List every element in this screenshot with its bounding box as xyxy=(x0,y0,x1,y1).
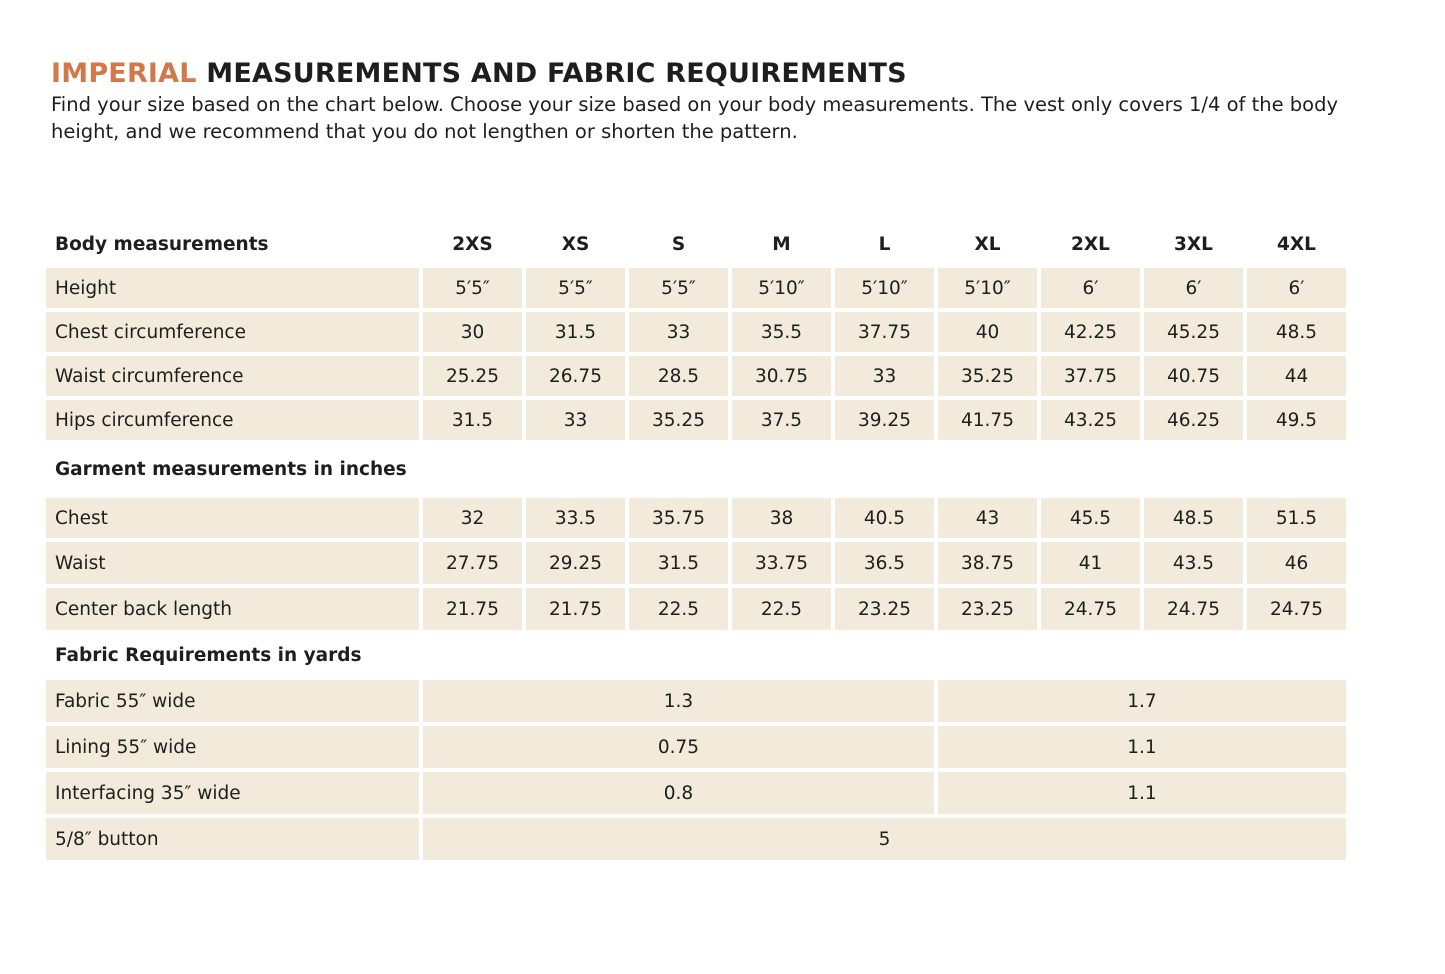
title-accent: IMPERIAL xyxy=(51,58,197,89)
size-header: 2XL xyxy=(1071,233,1110,255)
table-cell: 30 xyxy=(423,312,522,352)
row-label: Fabric 55″ wide xyxy=(46,680,419,722)
fabric-value-small-sizes: 0.8 xyxy=(423,772,934,814)
table-cell: 33 xyxy=(835,356,934,396)
body-measurements-heading: Body measurements xyxy=(55,233,269,255)
size-header: XS xyxy=(561,233,590,255)
table-cell: 45.25 xyxy=(1144,312,1243,352)
table-cell: 35.25 xyxy=(629,400,728,440)
size-header: M xyxy=(772,233,791,255)
table-cell: 5′10″ xyxy=(938,268,1037,308)
table-cell: 27.75 xyxy=(423,542,522,584)
table-cell: 38.75 xyxy=(938,542,1037,584)
table-cell: 33 xyxy=(629,312,728,352)
table-cell: 6′ xyxy=(1144,268,1243,308)
garment-measurements-heading: Garment measurements in inches xyxy=(55,458,407,480)
table-cell: 36.5 xyxy=(835,542,934,584)
table-cell: 33.75 xyxy=(732,542,831,584)
size-header: 3XL xyxy=(1174,233,1213,255)
table-cell: 31.5 xyxy=(526,312,625,352)
table-cell: 37.75 xyxy=(1041,356,1140,396)
table-cell: 41 xyxy=(1041,542,1140,584)
table-cell: 24.75 xyxy=(1144,588,1243,630)
table-cell: 40 xyxy=(938,312,1037,352)
fabric-value-large-sizes: 1.1 xyxy=(938,726,1346,768)
table-cell: 45.5 xyxy=(1041,498,1140,538)
table-cell: 22.5 xyxy=(629,588,728,630)
title-rest: MEASUREMENTS AND FABRIC REQUIREMENTS xyxy=(196,58,907,89)
table-cell: 6′ xyxy=(1247,268,1346,308)
table-cell: 43.25 xyxy=(1041,400,1140,440)
table-cell: 33.5 xyxy=(526,498,625,538)
page-title xyxy=(51,58,907,89)
intro-text: Find your size based on the chart below. Choose your size based on your body measurements. The vest only covers 1/4 of the body height, and we recommend that you do not lengthen or shorten the pattern. xyxy=(51,93,1338,143)
fabric-value-small-sizes: 0.75 xyxy=(423,726,934,768)
table-cell: 5′5″ xyxy=(629,268,728,308)
row-label: Waist xyxy=(46,542,419,584)
table-cell: 35.75 xyxy=(629,498,728,538)
table-cell: 48.5 xyxy=(1144,498,1243,538)
table-cell: 35.5 xyxy=(732,312,831,352)
table-cell: 33 xyxy=(526,400,625,440)
table-cell: 46.25 xyxy=(1144,400,1243,440)
size-chart-table xyxy=(46,224,1346,860)
size-header: XL xyxy=(974,233,1001,255)
size-header: L xyxy=(878,233,891,255)
table-cell: 40.75 xyxy=(1144,356,1243,396)
table-cell: 42.25 xyxy=(1041,312,1140,352)
row-label: 5/8″ button xyxy=(46,818,419,860)
row-label: Height xyxy=(46,268,419,308)
size-header: 4XL xyxy=(1277,233,1316,255)
table-cell: 31.5 xyxy=(423,400,522,440)
table-cell: 38 xyxy=(732,498,831,538)
table-cell: 49.5 xyxy=(1247,400,1346,440)
table-cell: 43.5 xyxy=(1144,542,1243,584)
table-cell: 6′ xyxy=(1041,268,1140,308)
row-label: Lining 55″ wide xyxy=(46,726,419,768)
fabric-value-large-sizes: 1.7 xyxy=(938,680,1346,722)
table-cell: 31.5 xyxy=(629,542,728,584)
table-cell: 37.75 xyxy=(835,312,934,352)
row-label: Center back length xyxy=(46,588,419,630)
table-cell: 5′10″ xyxy=(835,268,934,308)
table-cell: 40.5 xyxy=(835,498,934,538)
table-cell: 51.5 xyxy=(1247,498,1346,538)
table-cell: 21.75 xyxy=(423,588,522,630)
table-cell: 28.5 xyxy=(629,356,728,396)
table-cell: 24.75 xyxy=(1247,588,1346,630)
row-label: Hips circumference xyxy=(46,400,419,440)
row-label: Interfacing 35″ wide xyxy=(46,772,419,814)
table-cell: 5′10″ xyxy=(732,268,831,308)
table-cell: 41.75 xyxy=(938,400,1037,440)
row-label: Chest circumference xyxy=(46,312,419,352)
table-cell: 5′5″ xyxy=(526,268,625,308)
table-cell: 23.25 xyxy=(835,588,934,630)
table-cell: 44 xyxy=(1247,356,1346,396)
size-header: 2XS xyxy=(452,233,493,255)
size-header: S xyxy=(671,233,686,255)
fabric-requirements-heading: Fabric Requirements in yards xyxy=(55,644,362,666)
table-cell: 35.25 xyxy=(938,356,1037,396)
table-cell: 30.75 xyxy=(732,356,831,396)
table-cell: 37.5 xyxy=(732,400,831,440)
table-cell: 48.5 xyxy=(1247,312,1346,352)
table-cell: 5′5″ xyxy=(423,268,522,308)
table-cell: 21.75 xyxy=(526,588,625,630)
table-cell: 32 xyxy=(423,498,522,538)
fabric-value-small-sizes: 1.3 xyxy=(423,680,934,722)
table-cell: 26.75 xyxy=(526,356,625,396)
table-cell: 43 xyxy=(938,498,1037,538)
table-cell: 24.75 xyxy=(1041,588,1140,630)
table-cell: 25.25 xyxy=(423,356,522,396)
button-count-value: 5 xyxy=(423,818,1346,860)
table-cell: 29.25 xyxy=(526,542,625,584)
table-cell: 39.25 xyxy=(835,400,934,440)
table-cell: 46 xyxy=(1247,542,1346,584)
fabric-value-large-sizes: 1.1 xyxy=(938,772,1346,814)
table-cell: 22.5 xyxy=(732,588,831,630)
table-cell: 23.25 xyxy=(938,588,1037,630)
row-label: Chest xyxy=(46,498,419,538)
row-label: Waist circumference xyxy=(46,356,419,396)
